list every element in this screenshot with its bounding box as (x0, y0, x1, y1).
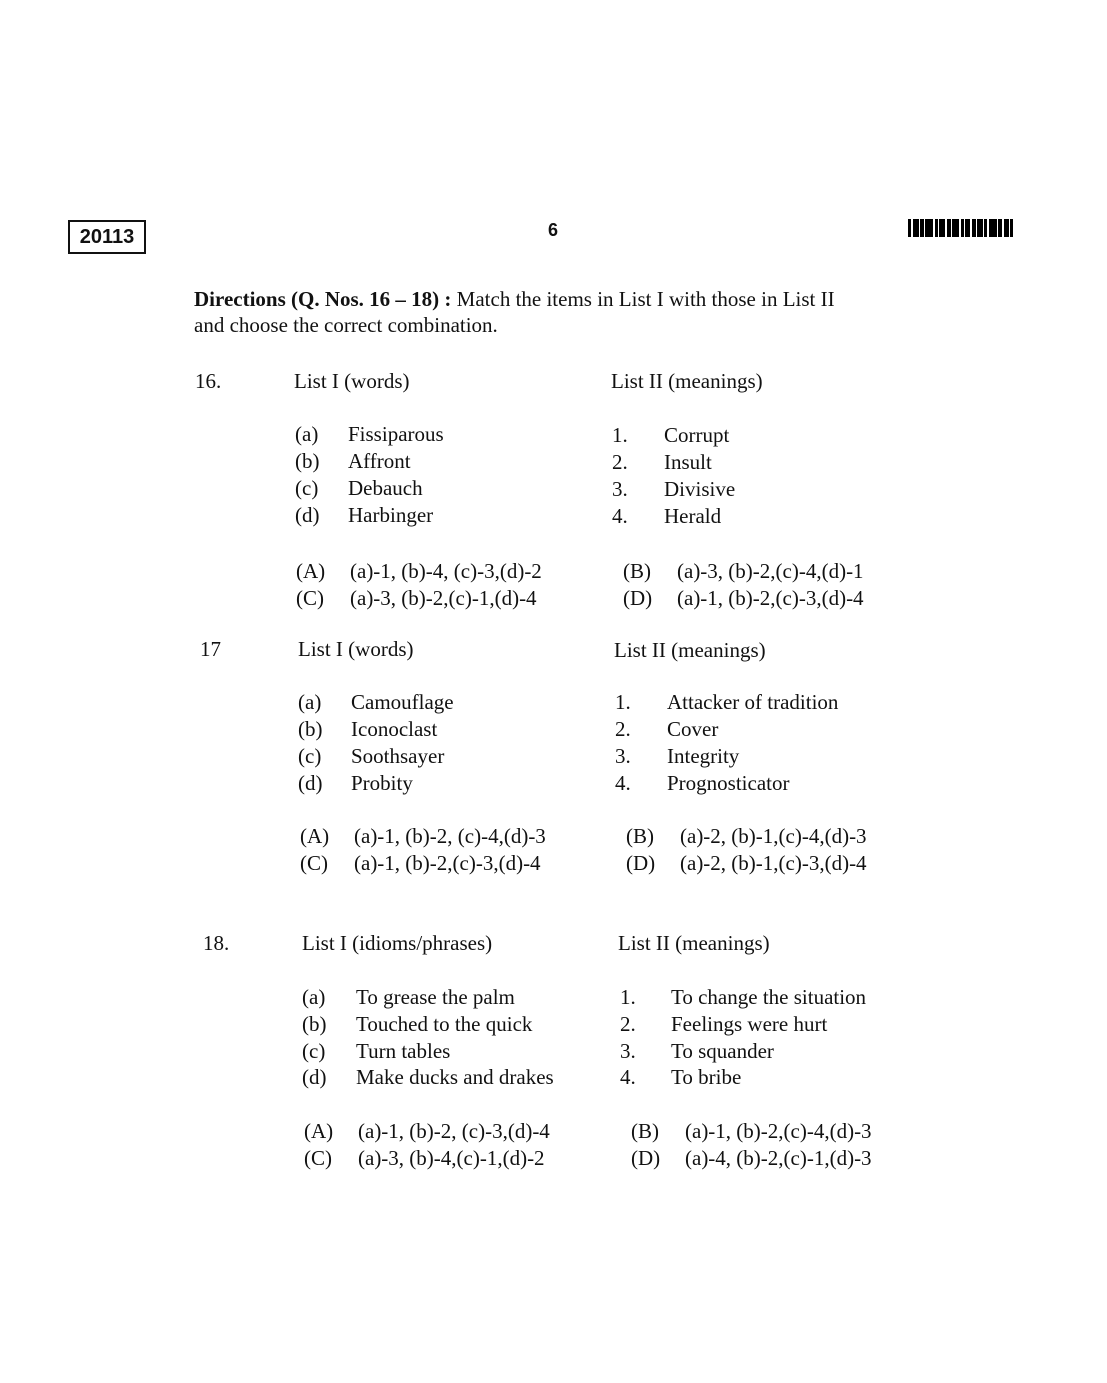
option-label: (A) (300, 824, 330, 848)
list1-title: List I (words) (298, 637, 414, 661)
page-number: 6 (548, 220, 559, 240)
directions-text (194, 286, 835, 338)
list1-key: (a) (302, 985, 326, 1009)
option-label: (C) (304, 1146, 332, 1170)
list2-item: Insult (664, 450, 712, 474)
option-label: (A) (296, 559, 326, 583)
list2-item: To change the situation (671, 985, 867, 1009)
option-label: (C) (300, 851, 328, 875)
option-text: (a)-4, (b)-2,(c)-1,(d)-3 (685, 1146, 872, 1170)
list2-item: To bribe (671, 1065, 742, 1089)
list1-item: To grease the palm (356, 985, 515, 1009)
list2-item: Divisive (664, 477, 736, 501)
list1-key: (d) (295, 503, 320, 527)
list1-key: (c) (302, 1039, 326, 1063)
option-text: (a)-1, (b)-4, (c)-3,(d)-2 (350, 559, 542, 583)
list2-title: List II (meanings) (611, 369, 763, 393)
list2-key: 1. (620, 985, 636, 1009)
barcode-bar (1010, 219, 1013, 237)
option-text: (a)-3, (b)-2,(c)-4,(d)-1 (677, 559, 864, 583)
list2-title: List II (meanings) (618, 931, 770, 955)
list1-key: (c) (298, 744, 322, 768)
question-number: 16. (195, 369, 222, 393)
barcode-bar (989, 219, 997, 237)
list1-key: (b) (298, 717, 323, 741)
option-text: (a)-3, (b)-2,(c)-1,(d)-4 (350, 586, 537, 610)
option-text: (a)-1, (b)-2, (c)-3,(d)-4 (358, 1119, 550, 1143)
list1-key: (b) (295, 449, 320, 473)
list1-key: (d) (298, 771, 323, 795)
list1-item: Fissiparous (348, 422, 444, 446)
list1-key: (c) (295, 476, 319, 500)
list1-title: List I (words) (294, 369, 410, 393)
question-number: 17 (200, 637, 221, 661)
paper-code-box: 20113 (68, 220, 146, 254)
list1-item: Iconoclast (351, 717, 438, 741)
option-text: (a)-2, (b)-1,(c)-4,(d)-3 (680, 824, 867, 848)
list2-key: 2. (612, 450, 628, 474)
list1-key: (a) (295, 422, 319, 446)
option-text: (a)-1, (b)-2, (c)-4,(d)-3 (354, 824, 546, 848)
list2-key: 4. (620, 1065, 636, 1089)
list2-key: 4. (615, 771, 631, 795)
option-text: (a)-2, (b)-1,(c)-3,(d)-4 (680, 851, 867, 875)
option-text: (a)-1, (b)-2,(c)-4,(d)-3 (685, 1119, 872, 1143)
list2-title: List II (meanings) (614, 638, 766, 662)
list2-item: Feelings were hurt (671, 1012, 828, 1036)
list2-item: To squander (671, 1039, 774, 1063)
list2-item: Corrupt (664, 423, 730, 447)
barcode-bar (925, 219, 933, 237)
list2-item: Prognosticator (667, 771, 790, 795)
question-number: 18. (203, 931, 230, 955)
list1-key: (b) (302, 1012, 327, 1036)
list1-item: Turn tables (356, 1039, 451, 1063)
option-label: (D) (626, 851, 656, 875)
list2-key: 3. (620, 1039, 636, 1063)
option-text: (a)-1, (b)-2,(c)-3,(d)-4 (677, 586, 864, 610)
list1-item: Touched to the quick (356, 1012, 533, 1036)
list1-item: Probity (351, 771, 413, 795)
list2-key: 2. (615, 717, 631, 741)
directions-line2: and choose the correct combination. (194, 313, 498, 337)
list1-title: List I (idioms/phrases) (302, 931, 493, 955)
option-label: (B) (623, 559, 651, 583)
option-text: (a)-1, (b)-2,(c)-3,(d)-4 (354, 851, 541, 875)
list2-key: 2. (620, 1012, 636, 1036)
list2-key: 3. (612, 477, 628, 501)
list1-item: Make ducks and drakes (356, 1065, 554, 1089)
option-label: (C) (296, 586, 324, 610)
list2-item: Cover (667, 717, 719, 741)
directions-label: Directions (Q. Nos. 16 – 18) : (194, 287, 452, 311)
barcode-graphic (908, 219, 1040, 237)
list1-item: Harbinger (348, 503, 434, 527)
list1-key: (d) (302, 1065, 327, 1089)
list1-item: Debauch (348, 476, 423, 500)
list1-item: Soothsayer (351, 744, 445, 768)
barcode-bar (952, 219, 959, 237)
list2-item: Integrity (667, 744, 740, 768)
list1-key: (a) (298, 690, 322, 714)
list2-item: Herald (664, 504, 722, 528)
list1-item: Camouflage (351, 690, 454, 714)
option-label: (A) (304, 1119, 334, 1143)
option-label: (B) (631, 1119, 659, 1143)
list2-key: 1. (615, 690, 631, 714)
list2-key: 3. (615, 744, 631, 768)
list2-key: 1. (612, 423, 628, 447)
option-label: (B) (626, 824, 654, 848)
option-label: (D) (623, 586, 653, 610)
list2-item: Attacker of tradition (667, 690, 839, 714)
list1-item: Affront (348, 449, 411, 473)
option-label: (D) (631, 1146, 661, 1170)
option-text: (a)-3, (b)-4,(c)-1,(d)-2 (358, 1146, 545, 1170)
list2-key: 4. (612, 504, 628, 528)
directions-line1: Match the items in List I with those in List II (456, 287, 835, 311)
